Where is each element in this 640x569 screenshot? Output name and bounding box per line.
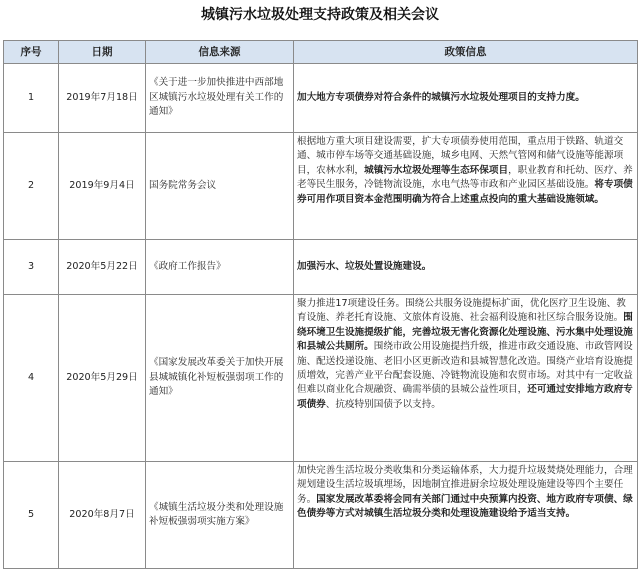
policy-text: 加快完善生活垃圾分类收集和分类运输体系，大力提升垃圾焚烧处理能力，合理规划建设生活垃圾填埋场，因地制宜推进厨余垃圾处理设施建设等四个主要任务。: [297, 465, 633, 505]
policy-text-bold: 将专项债券可用作项目资本金范围明确为符合上述重点投向的重大基础设施领域。: [297, 179, 633, 205]
row-source: 《关于进一步加快推进中西部地区城镇污水垃圾处理有关工作的通知》: [146, 64, 294, 133]
page-title: 城镇污水垃圾处理支持政策及相关会议: [201, 7, 439, 23]
policy-text: 根据地方重大项目建设需要，扩大专项债券使用范围，重点用于铁路、轨道交通、城市停车场等交通基础设施，城乡电网、天然气管网和储气设施等能源项目，农林水利，: [297, 136, 624, 176]
row-date: 2020年5月22日: [59, 240, 146, 295]
policy-text: 、抗疫特别国债予以支持。: [325, 398, 441, 410]
table-row: [4, 64, 638, 133]
policy-text-bold: 加大地方专项债券对符合条件的城镇污水垃圾处理项目的支持力度。: [297, 91, 585, 103]
policy-text: ，职业教育和托幼、医疗、养老等民生服务，冷链物流设施，水电气热等市政和产业园区基础设施。: [297, 164, 633, 191]
row-no: 1: [4, 64, 59, 133]
row-no: 4: [4, 295, 59, 462]
policy-text: 围绕市政公用设施提挡升级，推进市政交通设施、市政管网设施、配送投递设施、老旧小区更新改造和县城智慧化改造。围绕产业培育设施提质增效，完善产业平台配套设施、冷链物流设施和农贸市场。对其中有一定收益但难以商业化合规融资、确需举债的县城公益性项目，: [297, 341, 633, 396]
policy-text-bold: 加强污水、垃圾处置设施建设。: [297, 260, 432, 272]
table-row: [4, 133, 638, 240]
row-no: 3: [4, 240, 59, 295]
row-source: 《城镇生活垃圾分类和处理设施补短板强弱项实施方案》: [146, 462, 294, 569]
policy-text-bold: 还可通过安排地方政府专项债券: [297, 384, 633, 410]
row-date: 2020年5月29日: [59, 295, 146, 462]
row-date: 2019年7月18日: [59, 64, 146, 133]
policy-text-bold: 围绕环境卫生设施提级扩能，完善垃圾无害化资源化处理设施、污水集中处理设施和县城公共厕所。: [297, 312, 633, 353]
header-source: 信息来源: [146, 41, 294, 64]
row-no: 2: [4, 133, 59, 240]
row-policy-info: [294, 133, 638, 240]
row-policy-info: [294, 462, 638, 569]
row-date: 2020年8月7日: [59, 462, 146, 569]
row-date: 2019年9月4日: [59, 133, 146, 240]
row-no: 5: [4, 462, 59, 569]
header-date: 日期: [59, 41, 146, 64]
policy-text: 聚力推进17项建设任务。围绕公共服务设施提标扩面，优化医疗卫生设施、教育设施、养老托育设施、文旅体育设施、社会福利设施和社区综合服务设施。: [297, 298, 626, 324]
table-row: [4, 240, 638, 295]
policy-text-bold: 国家发展改革委将会同有关部门通过中央预算内投资、地方政府专项债、绿色债券等方式对城镇生活垃圾分类和处理设施建设给予适当支持。: [297, 493, 633, 520]
policy-text-bold: 城镇污水垃圾处理等生态环保项目: [364, 164, 509, 176]
table-row: [4, 462, 638, 569]
row-policy-info: [294, 240, 638, 295]
row-source: 《国家发展改革委关于加快开展县城城镇化补短板强弱项工作的通知》: [146, 295, 294, 462]
row-policy-info: [294, 295, 638, 462]
row-source: 《政府工作报告》: [146, 240, 294, 295]
table-row: [4, 295, 638, 462]
row-policy-info: [294, 64, 638, 133]
policy-table: [3, 40, 638, 569]
header-policy-info: 政策信息: [294, 41, 638, 64]
header-no: 序号: [4, 41, 59, 64]
table-header-row: [4, 41, 638, 64]
row-source: 国务院常务会议: [146, 133, 294, 240]
